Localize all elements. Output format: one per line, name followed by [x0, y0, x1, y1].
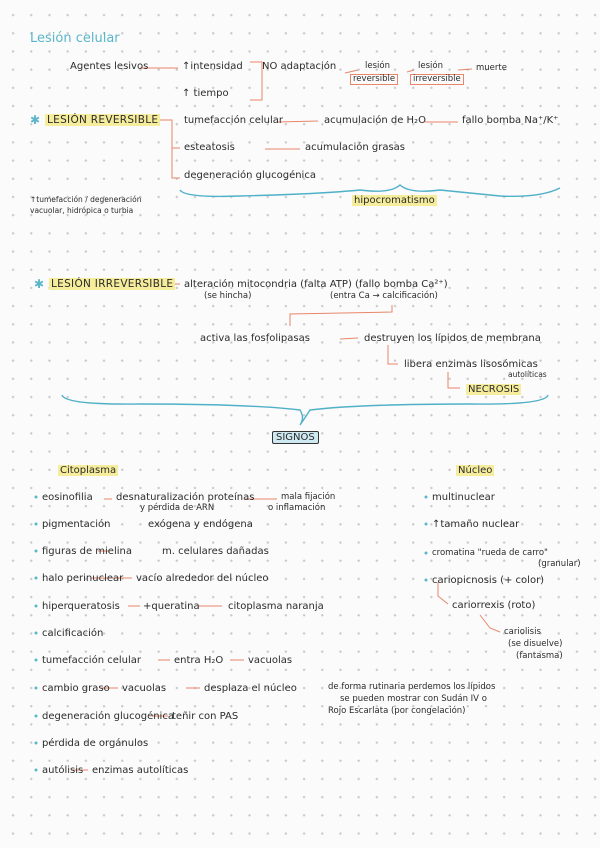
libera-a: libera enzimas lisosómicas: [404, 359, 538, 370]
nucleo-item: (se disuelve): [508, 639, 563, 649]
cito-item-a: halo perinuclear: [42, 573, 124, 584]
rev-note-a: ↑tumefacción / degeneración: [30, 195, 142, 204]
cito-item-b: +queratina: [143, 601, 200, 612]
cito-item-b: exógena y endógena: [148, 519, 253, 530]
graso-note-c: Rojo Escarlata (por congelación): [328, 706, 466, 716]
lesion-irr-a: lesión: [418, 61, 443, 71]
cito-item-a: eosinofilia: [42, 492, 93, 503]
nucleo-item: cariolisis: [504, 627, 541, 637]
libera-b: autolíticas: [508, 370, 547, 379]
cito-item-a: figuras de mielina: [42, 546, 132, 557]
rev-row1-c: fallo bomba Na⁺/K⁺: [462, 115, 559, 126]
cito-item-c: desplaza el núcleo: [204, 683, 297, 694]
tiempo: ↑ tiempo: [182, 88, 229, 99]
cito-item-b: m. celulares dañadas: [162, 546, 269, 557]
rev-note-b: vacuolar, hidrópica o turbia: [30, 206, 134, 215]
hipocromatismo: hipocromatismo: [354, 195, 435, 206]
entra-ca: (entra Ca → calcificación): [330, 291, 438, 301]
graso-note-b: se pueden mostrar con Sudán IV o: [340, 694, 487, 704]
graso-note-a: de forma rutinaria perdemos los lípidos: [328, 682, 496, 692]
cito-item-d: y pérdida de ARN: [140, 503, 215, 513]
muerte: muerte: [476, 63, 507, 73]
cito-item-a: hiperqueratosis: [42, 601, 120, 612]
rev-row1-b: acumulación de H₂O: [324, 115, 426, 126]
cito-item-a: cambio graso: [42, 683, 110, 694]
activa: activa las fosfolipasas: [200, 333, 310, 344]
nucleo-heading: Núcleo: [458, 465, 493, 476]
cito-item-b: teñir con PAS: [172, 711, 239, 722]
cito-item-b: entra H₂O: [174, 655, 224, 666]
cito-item-a: degeneración glucogénica: [42, 711, 174, 722]
cito-item-b: vacuolas: [122, 683, 167, 694]
nucleo-item: cromatina "rueda de carro": [432, 548, 548, 558]
cito-item-c: vacuolas: [248, 655, 293, 666]
cito-item-a: pérdida de orgánulos: [42, 738, 149, 749]
cito-item-b: enzimas autolíticas: [92, 765, 189, 776]
signos-heading: SIGNOS: [272, 433, 319, 443]
bracket: [250, 62, 262, 100]
no-adaptacion: NO adaptación: [262, 61, 337, 72]
rev-row1-a: tumefacción celular: [184, 115, 283, 126]
rev-row3-a: degeneración glucogénica: [184, 170, 316, 181]
nucleo-item: (granular): [538, 559, 581, 569]
star-icon: ✱: [34, 277, 45, 291]
nucleo-item: (fantasma): [516, 651, 563, 661]
cito-item-b: vacío alrededor del núcleo: [136, 573, 269, 584]
lesion-irr-b: irreversible: [410, 74, 464, 85]
star-icon: ✱: [30, 113, 41, 127]
nucleo-item: cariopicnosis (+ color): [432, 575, 545, 586]
nucleo-item: multinuclear: [432, 492, 495, 503]
alteracion: alteración mitocondria (falta ATP) (fallo bomba Ca²⁺): [184, 279, 448, 290]
lesion-rev-a: lesión: [365, 61, 390, 71]
destruyen: destruyen los lípidos de membrana: [364, 333, 541, 344]
necrosis: NECROSIS: [468, 384, 520, 395]
rev-row2-b: acumulación grasas: [305, 142, 405, 153]
cito-item-a: autólisis: [42, 765, 84, 776]
cito-item-b: desnaturalización proteínas: [116, 492, 255, 503]
cito-item-a: pigmentación: [42, 519, 111, 530]
page-title: Lesión celular: [30, 31, 120, 46]
rev-row2-a: esteatosis: [184, 142, 235, 153]
cito-item-a: calcificación: [42, 628, 104, 639]
cito-item-c: mala fijación: [281, 492, 336, 502]
citoplasma-heading: Citoplasma: [60, 465, 117, 476]
agentes-label: Agentes lesivos: [70, 61, 149, 72]
intensidad: ↑intensidad: [182, 61, 243, 72]
reversible-heading: LESIÓN REVERSIBLE: [47, 114, 159, 126]
se-hincha: (se hincha): [204, 291, 252, 301]
nucleo-item: cariorrexis (roto): [452, 600, 536, 611]
cito-item-c: citoplasma naranja: [228, 601, 324, 612]
cito-item-e: o inflamación: [268, 503, 326, 513]
irreversible-heading: LESIÓN IRREVERSIBLE: [51, 278, 174, 290]
cito-item-a: tumefacción celular: [42, 655, 141, 666]
lesion-rev-b: reversible: [350, 74, 398, 85]
nucleo-item: ↑tamaño nuclear: [432, 519, 520, 530]
